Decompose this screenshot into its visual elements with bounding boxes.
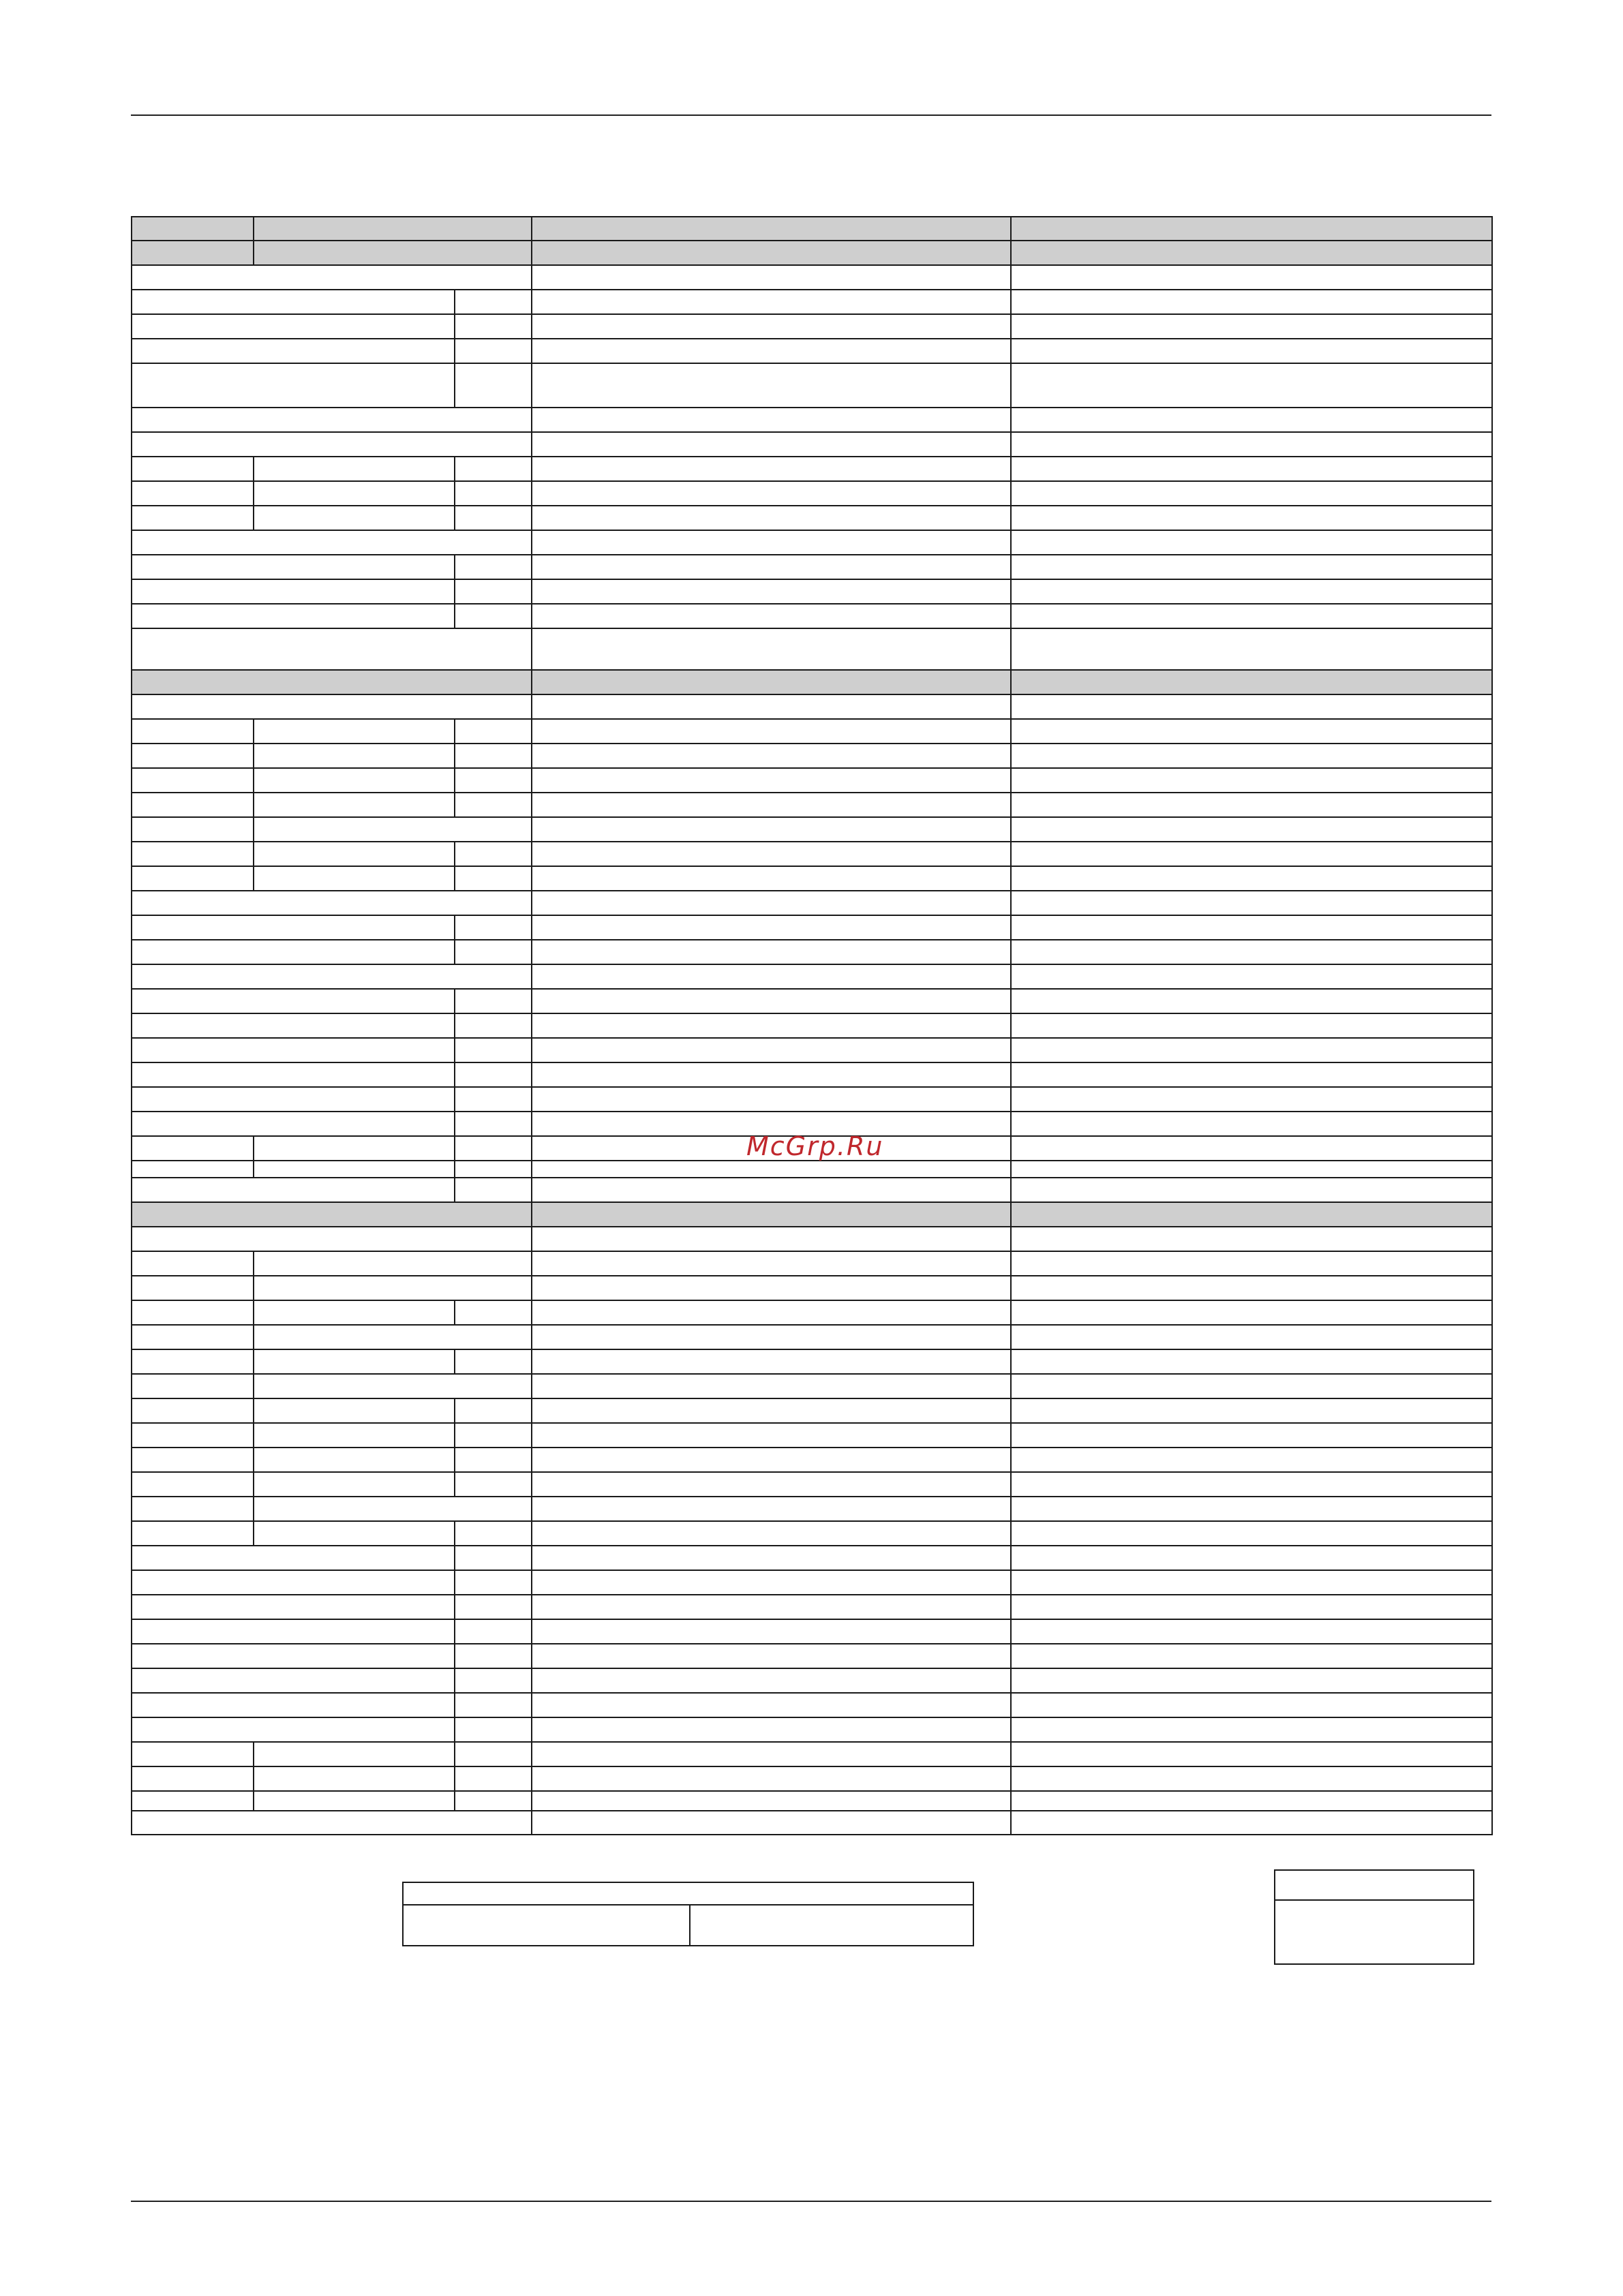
section-header-row: [131, 1202, 1493, 1227]
signature-table-row-divider: [404, 1904, 973, 1905]
revision-box: [1274, 1869, 1474, 1965]
revision-box-row-divider: [1275, 1899, 1473, 1901]
signature-table-col-divider: [689, 1904, 691, 1945]
table-border: [132, 217, 1492, 1835]
spec-table: [131, 216, 1493, 1835]
watermark-text: McGrp.Ru: [746, 1131, 884, 1161]
header-rule: [131, 114, 1491, 116]
signature-table: [402, 1882, 974, 1946]
footer-rule: [131, 2201, 1491, 2202]
section-header-row: [131, 670, 1493, 694]
table-grid: [131, 216, 1493, 1835]
